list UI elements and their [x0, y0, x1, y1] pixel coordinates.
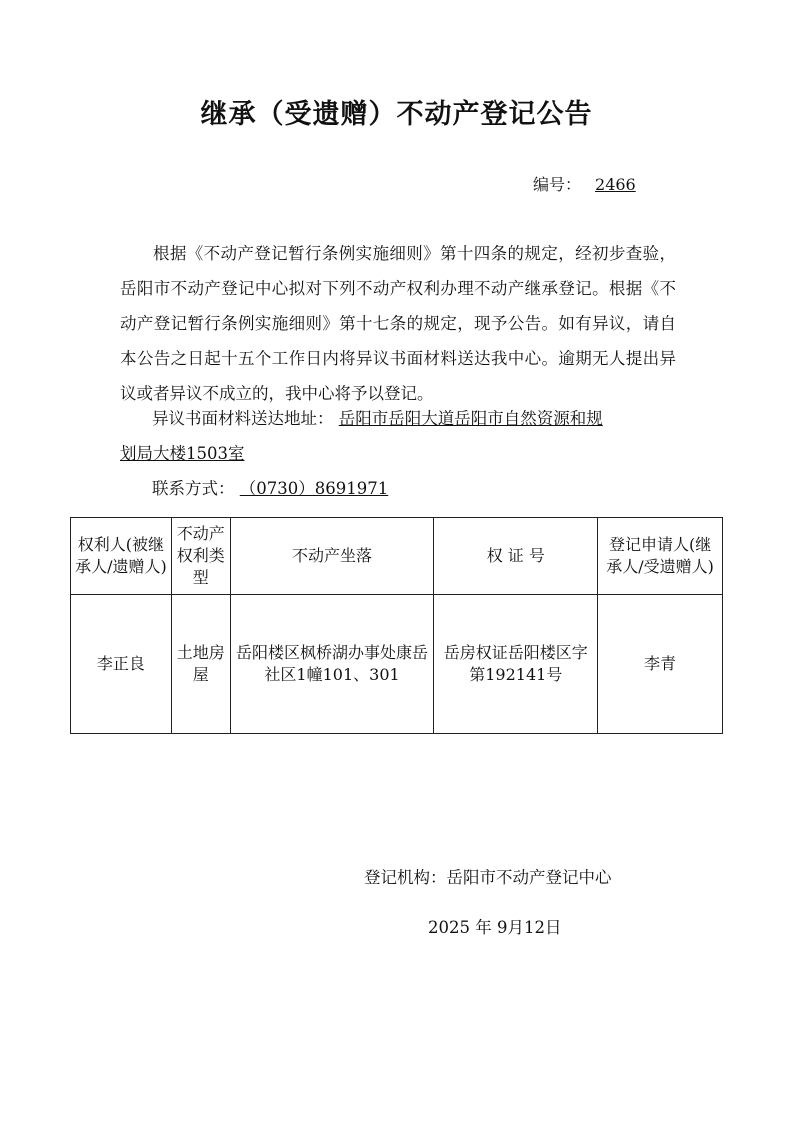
- number-label: 编号：: [533, 175, 582, 194]
- table-cell: 岳阳楼区枫桥湖办事处康岳社区1幢101、301: [230, 595, 434, 734]
- registration-organization: 登记机构：岳阳市不动产登记中心: [364, 868, 612, 887]
- document-number: [533, 172, 636, 195]
- address-value-2: 划局大楼1503室: [120, 444, 245, 463]
- table-cell: 土地房屋: [171, 595, 230, 734]
- page-title: 继承（受遗赠）不动产登记公告: [200, 99, 593, 130]
- table-header-cell: 登记申请人(继承人/受遗赠人): [598, 518, 723, 595]
- address-value-1: 岳阳市岳阳大道岳阳市自然资源和规: [338, 409, 603, 428]
- address-line-2: [120, 436, 245, 471]
- announcement-date: 2025 年 9月12日: [428, 918, 562, 937]
- address-label: 异议书面材料送达地址：: [152, 409, 334, 428]
- table-header-cell: 权利人(被继承人/遗赠人): [71, 518, 172, 595]
- table-cell: 李正良: [71, 595, 172, 734]
- table-header-cell: 不动产权利类型: [171, 518, 230, 595]
- address-line: [152, 401, 603, 436]
- table-cell: 岳房权证岳阳楼区字第192141号: [434, 595, 598, 734]
- table-header-row: [71, 518, 723, 595]
- number-value: 2466: [595, 175, 636, 194]
- contact-value: （0730）8691971: [239, 479, 389, 498]
- contact-label: 联系方式：: [152, 479, 235, 498]
- announcement-paragraph: 根据《不动产登记暂行条例实施细则》第十四条的规定，经初步查验，岳阳市不动产登记中心拟对下列不动产权利办理不动产继承登记。根据《不动产登记暂行条例实施细则》第十七条的规定，现予公告。如有异议，请自本公告之日起十五个工作日内将异议书面材料送达我中心。逾期无人提出异议或者异议不成立的，我中心将予以登记。: [120, 244, 676, 403]
- property-table: [70, 517, 723, 734]
- table-cell: 李青: [598, 595, 723, 734]
- contact-line: [152, 471, 388, 506]
- table-header-cell: 不动产坐落: [230, 518, 434, 595]
- table-header-cell: 权 证 号: [434, 518, 598, 595]
- announcement-body: [120, 236, 676, 411]
- table-row: [71, 595, 723, 734]
